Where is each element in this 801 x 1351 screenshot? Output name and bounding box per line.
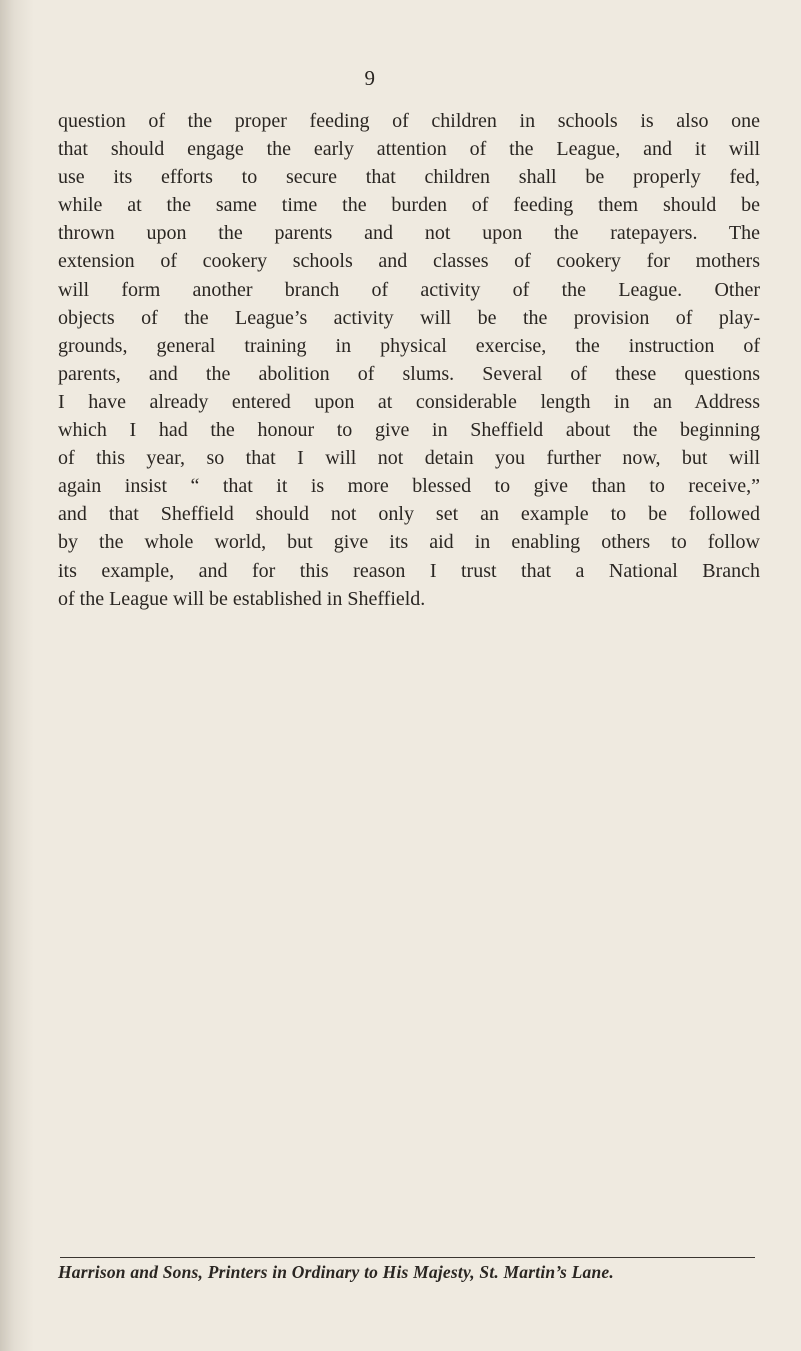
text-line: use its efforts to secure that children shall be properly fed,: [58, 166, 760, 189]
body-paragraph: [58, 107, 760, 613]
printer-imprint: Harrison and Sons, Printers in Ordinary to His Majesty, St. Martin’s Lane.: [58, 1262, 614, 1282]
text-line: will form another branch of activity of the League. Other: [58, 278, 760, 301]
text-line: and that Sheffield should not only set an example to be followed: [58, 503, 760, 526]
text-line: its example, and for this reason I trust that a National Branch: [58, 559, 760, 582]
imprint-divider: [60, 1257, 755, 1258]
text-line: by the whole world, but give its aid in enabling others to follow: [58, 531, 760, 554]
text-line: while at the same time the burden of feeding them should be: [58, 194, 760, 217]
text-line: of this year, so that I will not detain you further now, but will: [58, 447, 760, 470]
page-number: 9: [364, 66, 376, 90]
text-line: I have already entered upon at considerable length in an Address: [58, 390, 760, 413]
text-line: of the League will be established in Sheffield.: [58, 587, 426, 610]
text-line: thrown upon the parents and not upon the ratepayers. The: [58, 222, 760, 245]
text-line: objects of the League’s activity will be the provision of play-: [58, 306, 760, 329]
text-line: parents, and the abolition of slums. Several of these questions: [58, 362, 760, 385]
text-line: question of the proper feeding of children in schools is also one: [58, 110, 760, 132]
text-line: again insist “ that it is more blessed to give than to receive,”: [58, 475, 760, 498]
text-line: that should engage the early attention of the League, and it will: [58, 138, 760, 161]
text-line: which I had the honour to give in Sheffield about the beginning: [58, 419, 760, 442]
text-line: grounds, general training in physical exercise, the instruction of: [58, 334, 760, 357]
text-line: extension of cookery schools and classes of cookery for mothers: [58, 250, 760, 273]
